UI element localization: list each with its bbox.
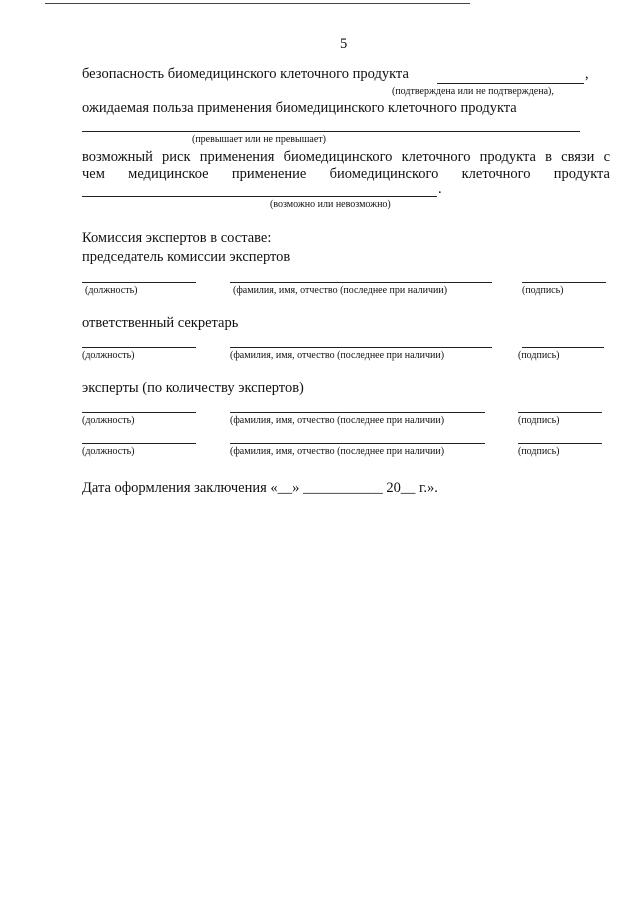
expert-1-name-label: (фамилия, имя, отчество (последнее при наличии) <box>230 415 445 426</box>
benefit-hint: (превышает или не превышает) <box>192 134 326 145</box>
expert-1-signature-label: (подпись) <box>518 415 560 426</box>
expert-1-name-line <box>230 412 485 413</box>
secretary-title: ответственный секретарь <box>82 315 239 331</box>
safety-label: безопасность биомедицинского клеточного продукта <box>82 66 409 82</box>
secretary-position-label: (должность) <box>82 350 135 361</box>
chair-name-label: (фамилия, имя, отчество (последнее при наличии) <box>233 285 448 296</box>
expert-1-position-line <box>82 412 196 413</box>
commission-intro: Комиссия экспертов в составе: <box>82 230 272 246</box>
chair-title: председатель комиссии экспертов <box>82 249 291 265</box>
chair-position-label: (должность) <box>85 285 138 296</box>
secretary-name-line <box>230 347 492 348</box>
risk-line-2: чем медицинское применение биомедицинского клеточного продукта <box>82 166 610 182</box>
chair-signature-line <box>522 282 606 283</box>
top-border-line <box>45 3 470 4</box>
expert-2-signature-line <box>518 443 602 444</box>
risk-hint: (возможно или невозможно) <box>270 199 391 210</box>
expert-2-position-label: (должность) <box>82 446 135 457</box>
date-line: Дата оформления заключения «__» ___________ 20__ г.». <box>82 480 438 496</box>
expert-2-name-line <box>230 443 485 444</box>
page-number: 5 <box>340 36 348 52</box>
benefit-blank-line <box>82 131 580 132</box>
safety-comma: , <box>585 66 589 82</box>
secretary-name-label: (фамилия, имя, отчество (последнее при наличии) <box>230 350 445 361</box>
expert-2-name-label: (фамилия, имя, отчество (последнее при наличии) <box>230 446 445 457</box>
safety-hint: (подтверждена или не подтверждена), <box>392 86 554 97</box>
chair-name-line <box>230 282 492 283</box>
expert-2-signature-label: (подпись) <box>518 446 560 457</box>
safety-blank-line <box>437 83 584 84</box>
secretary-position-line <box>82 347 196 348</box>
secretary-signature-label: (подпись) <box>518 350 560 361</box>
chair-position-line <box>82 282 196 283</box>
chair-signature-label: (подпись) <box>522 285 564 296</box>
benefit-label: ожидаемая польза применения биомедицинского клеточного продукта <box>82 100 517 116</box>
expert-1-signature-line <box>518 412 602 413</box>
risk-period: . <box>438 181 442 197</box>
expert-1-position-label: (должность) <box>82 415 135 426</box>
risk-line-1: возможный риск применения биомедицинского клеточного продукта в связи с <box>82 149 610 165</box>
experts-title: эксперты (по количеству экспертов) <box>82 380 304 396</box>
expert-2-position-line <box>82 443 196 444</box>
secretary-signature-line <box>522 347 604 348</box>
risk-blank-line <box>82 196 437 197</box>
